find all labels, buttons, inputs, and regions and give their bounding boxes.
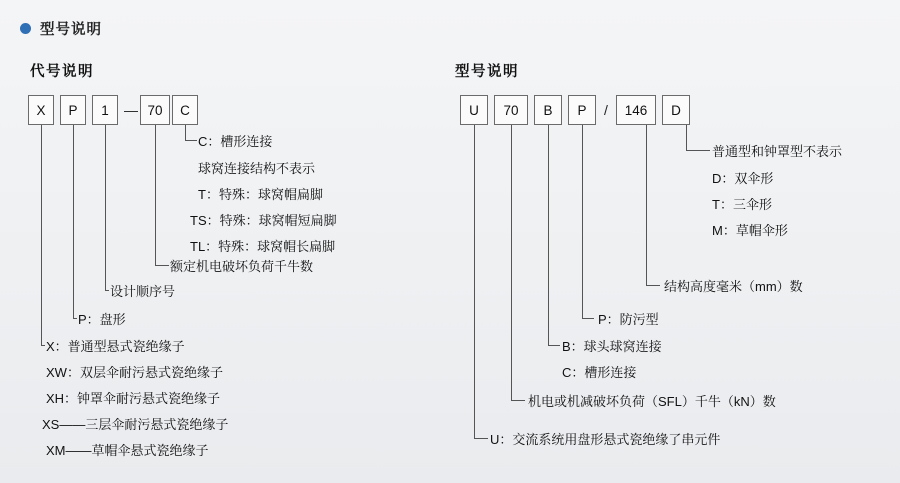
right-box-0[interactable]: U [460,95,488,125]
right-box-4[interactable]: 146 [616,95,656,125]
right-line-d-h [686,150,710,151]
right-box-2[interactable]: B [534,95,562,125]
left-note-0: C：槽形连接 [198,134,273,149]
left-note-8: X：普通型悬式瓷绝缘子 [46,339,185,354]
right-line-u [474,125,475,438]
right-line-u-h [474,438,488,439]
right-note-8: 机电或机减破坏负荷（SFL）千牛（kN）数 [528,394,776,409]
bullet-icon [20,23,31,34]
left-line-p [73,125,74,318]
right-line-height-h [646,285,660,286]
left-line-x-h [41,345,45,346]
left-note-6: 设计顺序号 [110,284,176,299]
page-header [20,18,102,39]
left-box-3[interactable]: 70 [140,95,170,125]
left-line-seq [105,125,106,290]
left-section-title: 代号说明 [30,64,94,80]
left-box-4[interactable]: C [172,95,198,125]
right-note-7: C：槽形连接 [562,365,637,380]
right-box-1[interactable]: 70 [494,95,528,125]
left-line-x [41,125,42,345]
left-note-10: XH：钟罩伞耐污悬式瓷绝缘子 [46,391,221,406]
right-line-load [511,125,512,400]
left-line-c-h [185,140,197,141]
right-line-p [582,125,583,318]
right-line-b [548,125,549,345]
left-box-2[interactable]: 1 [92,95,118,125]
left-box-1[interactable]: P [60,95,86,125]
left-line-load [155,125,156,265]
right-note-9: U：交流系统用盘形悬式瓷绝缘了串元件 [490,432,721,447]
left-note-12: XM——草帽伞悬式瓷绝缘子 [46,443,209,458]
left-note-9: XW：双层伞耐污悬式瓷绝缘子 [46,365,223,380]
left-note-11: XS——三层伞耐污悬式瓷绝缘子 [42,417,229,432]
left-separator: — [124,102,138,118]
right-line-d [686,125,687,150]
right-line-load-h [511,400,525,401]
right-box-3[interactable]: P [568,95,596,125]
right-note-4: 结构高度毫米（mm）数 [664,279,803,294]
right-line-height [646,125,647,285]
left-box-0[interactable]: X [28,95,54,125]
right-note-0: 普通型和钟罩型不表示 [712,144,843,159]
right-line-b-h [548,345,560,346]
left-note-1: 球窝连接结构不表示 [198,161,316,176]
left-line-c [185,125,186,140]
left-note-7: P：盘形 [78,312,126,327]
left-line-seq-h [105,290,109,291]
left-note-4: TL：特殊：球窝帽长扁脚 [190,239,336,254]
left-note-5: 额定机电破坏负荷千牛数 [170,259,314,274]
right-note-1: D：双伞形 [712,171,774,186]
right-line-p-h [582,318,594,319]
left-code-boxes [0,95,440,125]
right-note-6: B：球头球窝连接 [562,339,662,354]
right-code-boxes [440,95,900,125]
right-note-5: P：防污型 [598,312,659,327]
right-note-2: T：三伞形 [712,197,772,212]
left-line-p-h [73,318,77,319]
right-note-3: M：草帽伞形 [712,223,788,238]
right-separator: / [604,102,608,118]
right-box-5[interactable]: D [662,95,690,125]
left-note-2: T：特殊：球窝帽扁脚 [198,187,323,202]
page-title: 型号说明 [40,22,102,38]
right-section-title: 型号说明 [455,64,519,80]
left-note-3: TS：特殊：球窝帽短扁脚 [190,213,337,228]
left-line-load-h [155,265,169,266]
